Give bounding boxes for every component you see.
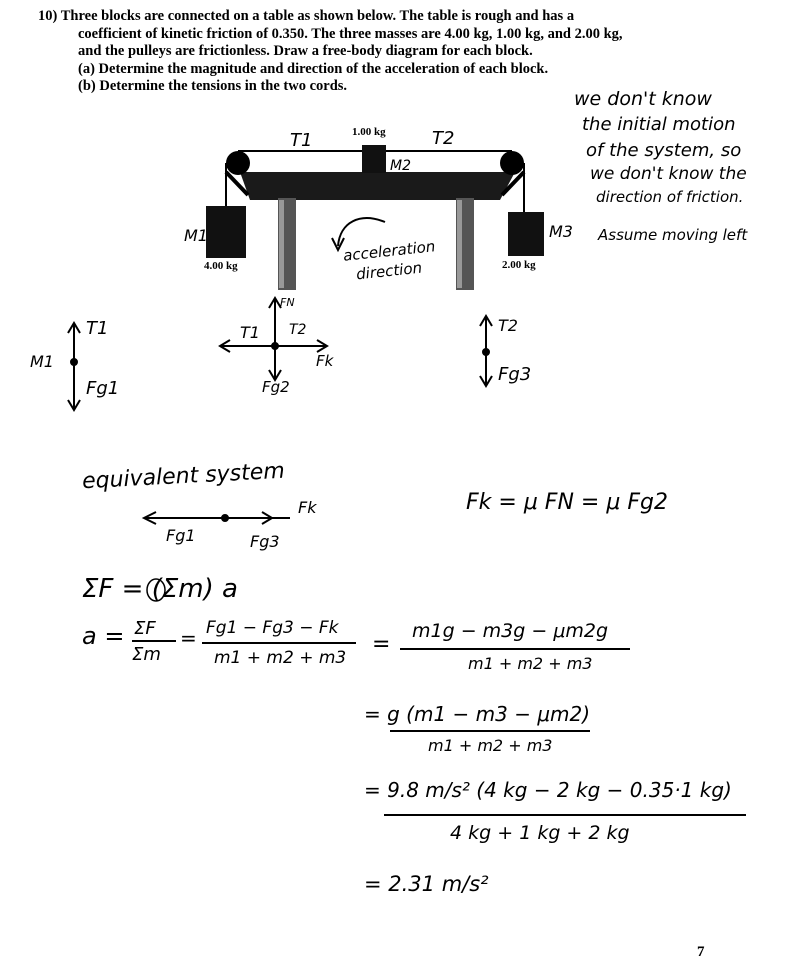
denominator-masses-3: m1 + m2 + m3 [428,736,553,755]
problem-number: 10) [38,8,58,24]
equiv-fg1-label: Fg1 [166,526,196,545]
denominator-values: 4 kg + 1 kg + 2 kg [450,822,630,844]
numerator-substituted: = 9.8 m/s² (4 kg − 2 kg − 0.35·1 kg) [364,778,732,802]
note-line-1: we don't know [574,88,712,110]
fbd-m1-arrows [68,323,80,410]
note-line-4: we don't know the [590,164,747,184]
fbd-fg3-label: Fg3 [498,364,532,385]
problem-part-a: (a) Determine the magnitude and direction of the acceleration of each block. [78,60,549,77]
denominator-masses-1: m1 + m2 + m3 [214,648,347,668]
fbd-fn-label: FN [280,296,295,309]
newton-second-law: ΣF = (Σm) a [82,574,238,604]
block-m3 [508,212,544,256]
block-m2 [362,145,386,173]
m2-mass-label: 1.00 kg [352,126,386,138]
equals-2: = [372,632,391,657]
block-m1 [206,206,246,258]
problem-part-b: (b) Determine the tensions in the two cords. [78,78,348,94]
fbd-fg1-label: Fg1 [86,378,120,399]
equivalent-system-arrows [144,512,290,524]
assume-note: Assume moving left [598,226,748,244]
numerator-factored: = g (m1 − m3 − μm2) [364,702,591,726]
page-number: 7 [697,944,705,960]
numerator-forces: Fg1 − Fg3 − Fk [206,618,339,638]
fraction-bar-1 [132,640,176,642]
m3-label: M3 [549,222,573,241]
t1-label: T1 [290,130,313,151]
fbd-t1b-label: T1 [240,323,260,342]
note-line-5: direction of friction. [596,188,744,206]
fraction-bar-3 [400,648,630,650]
fbd-t2b-label: T2 [498,316,518,335]
problem-line-2: coefficient of kinetic friction of 0.350. The three masses are 4.00 kg, 1.00 kg, and 2.00 kg, [78,25,623,42]
note-line-3: of the system, so [586,140,742,161]
fbd-t2-label: T2 [289,322,307,338]
fbd-m1-label: M1 [30,352,54,371]
acceleration-label-2: direction [355,258,423,284]
m1-label: M1 [184,226,208,245]
numerator-expanded: m1g − m3g − μm2g [412,620,609,642]
fraction-bar-4 [390,730,590,732]
problem-line-3: and the pulleys are frictionless. Draw a free-body diagram for each block. [78,43,533,59]
fbd-t1-label: T1 [86,318,109,339]
m1-mass-label: 4.00 kg [204,260,238,272]
m2-label: M2 [390,158,411,174]
friction-formula: Fk = μ FN = μ Fg2 [466,490,668,515]
note-line-2: the initial motion [582,114,736,135]
acceleration-result: = 2.31 m/s² [364,872,489,896]
fraction-bar-5 [384,814,746,816]
equiv-fg3-label: Fg3 [250,532,280,551]
denominator-masses-2: m1 + m2 + m3 [468,654,593,673]
fbd-fg2-label: Fg2 [262,378,290,396]
equiv-fk-label: Fk [298,498,317,517]
equals-1: = [180,626,197,650]
a-equals: a = [82,622,125,650]
fraction-bar-2 [202,642,356,644]
fbd-m2-arrows [220,298,327,380]
sum-m-denominator: Σm [132,644,161,665]
fbd-fk-label: Fk [316,352,334,370]
acceleration-arrow [338,218,385,246]
t2-label: T2 [432,128,455,149]
equivalent-system-heading: equivalent system [81,458,286,495]
fbd-m3-arrows [480,316,492,386]
problem-line-1: 10) Three blocks are connected on a table as shown below. The table is rough and has a [38,8,575,24]
m3-mass-label: 2.00 kg [502,259,536,271]
sum-f-numerator: ΣF [134,618,156,639]
acceleration-label-1: acceleration [342,237,437,265]
